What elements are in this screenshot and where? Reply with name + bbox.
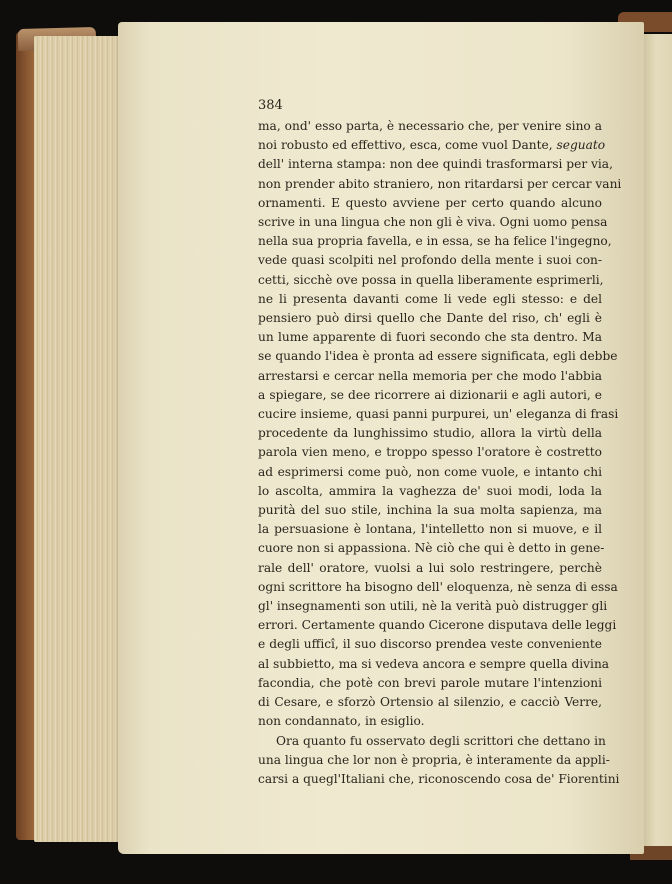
text-line: dell' interna stampa: non dee quindi trasformarsi per via, — [258, 157, 613, 172]
text-line: lo ascolta, ammira la vaghezza de' suoi modi, loda la — [258, 483, 602, 498]
text-line: non condannato, in esiglio. — [258, 714, 425, 729]
text-line: di Cesare, e sforzò Ortensio al silenzio, e cacciò Verre, — [258, 695, 602, 710]
text-line: non prender abito straniero, non ritardarsi per cercar vani — [258, 176, 622, 191]
text-line: a spiegare, se dee ricorrere ai dizionarii e agli autori, e — [258, 387, 602, 402]
text-line: facondia, che potè con brevi parole mutare l'intenzioni — [258, 675, 602, 690]
text-line: purità del suo stile, inchina la sua molta sapienza, ma — [258, 503, 602, 518]
text-line: ogni scrittore ha bisogno dell' eloquenza, nè senza di essa — [258, 579, 618, 594]
page-edges — [34, 36, 130, 842]
text-line-part: noi robusto ed effettivo, esca, come vuol Dante, — [258, 138, 557, 153]
text-line — [258, 136, 606, 155]
text-line: nella sua propria favella, e in essa, se ha felice l'ingegno, — [258, 234, 612, 249]
text-line: la persuasione è lontana, l'intelletto non si muove, e il — [258, 522, 602, 537]
text-line: al subbietto, ma si vedeva ancora e sempre quella divina — [258, 656, 610, 671]
text-line: pensiero può dirsi quello che Dante del riso, ch' egli è — [258, 311, 602, 326]
text-line: e degli ufficî, il suo discorso prendea veste conveniente — [258, 637, 602, 652]
page-number: 384 — [258, 98, 283, 113]
text-line: parola vien meno, e troppo spesso l'oratore è costretto — [258, 445, 602, 460]
text-line: cucire insieme, quasi panni purpurei, un' eleganza di frasi — [258, 407, 619, 422]
text-line: se quando l'idea è pronta ad essere significata, egli debbe — [258, 349, 618, 364]
text-line: errori. Certamente quando Cicerone disputava delle leggi — [258, 618, 617, 633]
text-line: cetti, sicchè ove possa in quella liberamente esprimerli, — [258, 272, 604, 287]
text-line: arrestarsi e cercar nella memoria per che modo l'abbia — [258, 368, 602, 383]
text-line: ad esprimersi come può, non come vuole, e intanto chi — [258, 464, 602, 479]
page-text — [258, 96, 622, 789]
text-line: cuore non si appassiona. Nè ciò che qui è detto in gene- — [258, 541, 605, 556]
text-line: gl' insegnamenti son utili, nè la verità può distrugger gli — [258, 599, 608, 614]
text-line: vede quasi scolpiti nel profondo della mente i suoi con- — [258, 253, 602, 268]
text-line: Ora quanto fu osservato degli scrittori che dettano in — [276, 733, 606, 748]
text-line: scrive in una lingua che non gli è viva. Ogni uomo pensa — [258, 215, 608, 230]
text-line: carsi a quegl'Italiani che, riconoscendo cosa de' Fiorentini — [258, 771, 620, 786]
text-line: ornamenti. E questo avviene per certo quando alcuno — [258, 195, 602, 210]
facing-page-edge — [640, 34, 672, 856]
text-line: ne li presenta davanti come li vede egli stesso: e del — [258, 291, 602, 306]
text-line: procedente da lunghissimo studio, allora la virtù della — [258, 426, 602, 441]
text-line: rale dell' oratore, vuolsi a lui solo restringere, perchè — [258, 560, 602, 575]
italic-quote: seguato — [556, 138, 606, 153]
text-line: ma, ond' esso parta, è necessario che, per venire sino a — [258, 119, 602, 133]
text-line: un lume apparente di fuori secondo che sta dentro. Ma — [258, 330, 602, 345]
text-line: una lingua che lor non è propria, è interamente da appli- — [258, 752, 610, 767]
